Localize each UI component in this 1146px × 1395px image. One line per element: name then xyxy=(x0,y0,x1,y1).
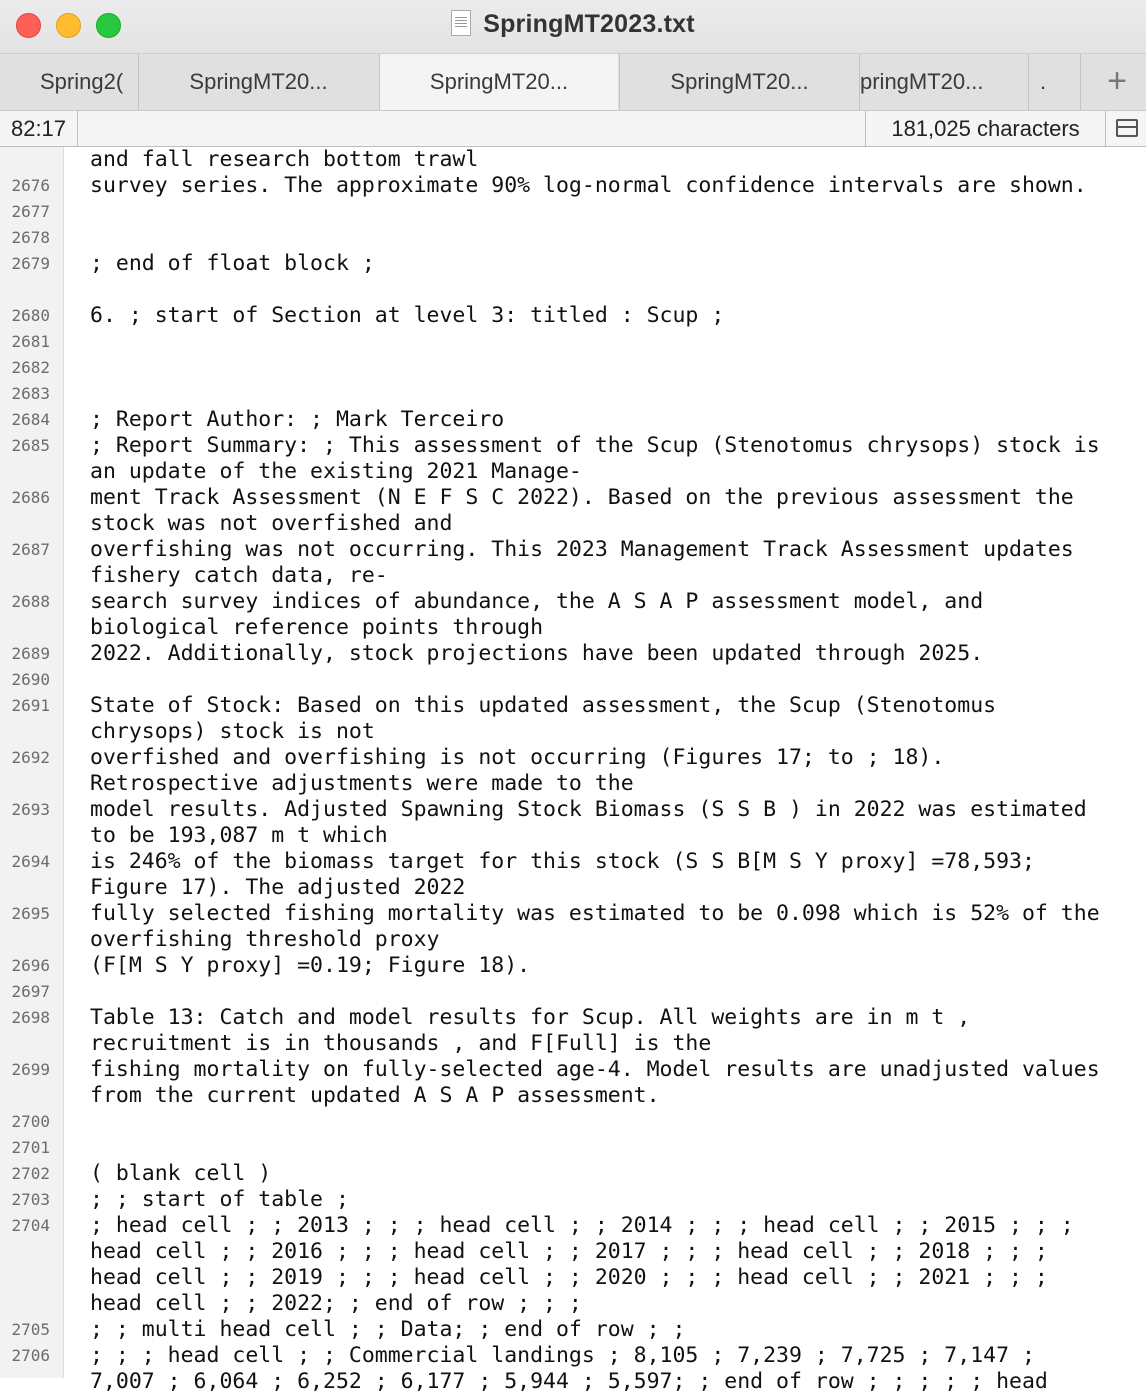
editor-line xyxy=(0,797,1146,849)
tab-4[interactable]: SpringMT20... xyxy=(670,69,809,94)
new-tab-plus-icon[interactable]: + xyxy=(1107,62,1127,100)
tab-6[interactable]: . xyxy=(1039,69,1047,94)
editor-line xyxy=(0,251,1146,277)
editor-line xyxy=(0,381,1146,407)
window-title xyxy=(0,10,1146,39)
line-text[interactable]: 2022. Additionally, stock projections have been updated through 2025. xyxy=(90,641,984,666)
line-text[interactable]: and fall research bottom trawl xyxy=(90,147,479,172)
line-text[interactable]: ; end of float block ; xyxy=(90,251,375,276)
line-number: 2700 xyxy=(11,1112,50,1131)
line-number: 2682 xyxy=(11,358,50,377)
line-number: 2705 xyxy=(11,1320,50,1339)
line-text[interactable] xyxy=(90,667,1140,693)
line-number: 2684 xyxy=(11,410,50,429)
line-text[interactable]: State of Stock: Based on this updated assessment, the Scup (Stenotomus chrysops) stock is not xyxy=(90,693,997,744)
line-text[interactable]: ( blank cell ) xyxy=(90,1161,272,1186)
tab-2[interactable]: SpringMT20... xyxy=(189,69,328,94)
tab-1[interactable]: Spring2( xyxy=(40,69,124,94)
editor-line xyxy=(0,485,1146,537)
line-number: 2697 xyxy=(11,982,50,1001)
editor-line xyxy=(0,303,1146,329)
line-number: 2677 xyxy=(11,202,50,221)
title-bar xyxy=(0,0,1146,54)
text-editor[interactable] xyxy=(0,147,1146,1394)
line-number: 2676 xyxy=(11,176,50,195)
line-number: 2692 xyxy=(11,748,50,767)
line-number: 2679 xyxy=(11,254,50,273)
editor-line xyxy=(0,979,1146,1005)
line-text[interactable]: ; ; start of table ; xyxy=(90,1187,349,1212)
editor-line xyxy=(0,1005,1146,1057)
editor-line xyxy=(0,355,1146,381)
editor-line xyxy=(0,901,1146,953)
split-view-icon[interactable] xyxy=(1116,119,1138,137)
line-text[interactable]: overfishing was not occurring. This 2023 Management Track Assessment updates fishery catch data, re- xyxy=(90,537,1074,588)
editor-line xyxy=(0,537,1146,589)
line-text[interactable] xyxy=(90,979,1140,1005)
text-document-icon xyxy=(451,10,471,36)
tab-divider xyxy=(1080,54,1081,110)
editor-line xyxy=(0,1187,1146,1213)
editor-line xyxy=(0,277,1146,303)
line-number: 2699 xyxy=(11,1060,50,1079)
editor-line xyxy=(0,589,1146,641)
editor-line xyxy=(0,173,1146,199)
editor-line xyxy=(0,641,1146,667)
editor-line xyxy=(0,1057,1146,1109)
line-text[interactable] xyxy=(90,277,1140,303)
line-text[interactable]: model results. Adjusted Spawning Stock Biomass (S S B ) in 2022 was estimated to be 193,087 m t which xyxy=(90,797,1087,848)
tab-3-active[interactable]: SpringMT20... xyxy=(379,54,618,110)
editor-line xyxy=(0,1317,1146,1343)
line-text[interactable]: is 246% of the biomass target for this stock (S S B[M S Y proxy] =78,593; Figure 17). The adjusted 2022 xyxy=(90,849,1035,900)
line-number: 2690 xyxy=(11,670,50,689)
line-number: 2694 xyxy=(11,852,50,871)
editor-line xyxy=(0,1213,1146,1317)
line-text[interactable] xyxy=(90,225,1140,251)
line-number: 2698 xyxy=(11,1008,50,1027)
editor-line xyxy=(0,147,1146,173)
line-number: 2703 xyxy=(11,1190,50,1209)
editor-line xyxy=(0,745,1146,797)
cursor-position[interactable]: 82:17 xyxy=(0,111,78,146)
editor-line xyxy=(0,1135,1146,1161)
editor-line xyxy=(0,1343,1146,1395)
line-text[interactable]: ment Track Assessment (N E F S C 2022). Based on the previous assessment the stock was not overfished and xyxy=(90,485,1074,536)
editor-line xyxy=(0,693,1146,745)
editor-line xyxy=(0,1109,1146,1135)
line-number: 2696 xyxy=(11,956,50,975)
tab-bar xyxy=(0,54,1146,111)
editor-line xyxy=(0,1161,1146,1187)
editor-line xyxy=(0,199,1146,225)
line-text[interactable] xyxy=(90,381,1140,407)
editor-line xyxy=(0,329,1146,355)
line-number: 2680 xyxy=(11,306,50,325)
line-text[interactable] xyxy=(90,199,1140,225)
line-text[interactable]: fully selected fishing mortality was estimated to be 0.098 which is 52% of the overfishing threshold proxy xyxy=(90,901,1100,952)
line-number: 2701 xyxy=(11,1138,50,1157)
line-number: 2678 xyxy=(11,228,50,247)
tab-5[interactable]: pringMT20... xyxy=(860,69,984,94)
line-number: 2685 xyxy=(11,436,50,455)
line-number: 2687 xyxy=(11,540,50,559)
line-text[interactable]: overfished and overfishing is not occurring (Figures 17; to ; 18). Retrospective adjustments were made to the xyxy=(90,745,945,796)
line-text[interactable]: survey series. The approximate 90% log-normal confidence intervals are shown. xyxy=(90,173,1087,198)
editor-line xyxy=(0,407,1146,433)
line-text[interactable]: fishing mortality on fully-selected age-4. Model results are unadjusted values from the current updated A S A P assessment. xyxy=(90,1057,1100,1108)
line-text[interactable]: ; Report Author: ; Mark Terceiro xyxy=(90,407,505,432)
line-number: 2693 xyxy=(11,800,50,819)
line-number: 2681 xyxy=(11,332,50,351)
line-number: 2688 xyxy=(11,592,50,611)
character-count[interactable]: 181,025 characters xyxy=(865,111,1106,146)
line-text[interactable]: ; Report Summary: ; This assessment of the Scup (Stenotomus chrysops) stock is an update of the existing 2021 Manage- xyxy=(90,433,1100,484)
window-title-text: SpringMT2023.txt xyxy=(483,10,695,38)
line-number: 2686 xyxy=(11,488,50,507)
line-text[interactable]: 6. ; start of Section at level 3: titled : Scup ; xyxy=(90,303,725,328)
line-text[interactable] xyxy=(90,329,1140,355)
editor-line xyxy=(0,849,1146,901)
line-number: 2689 xyxy=(11,644,50,663)
editor-line xyxy=(0,667,1146,693)
status-bar xyxy=(0,111,1146,147)
line-text[interactable] xyxy=(90,355,1140,381)
editor-line xyxy=(0,225,1146,251)
line-number: 2695 xyxy=(11,904,50,923)
line-text[interactable] xyxy=(90,1109,1140,1135)
line-text[interactable]: search survey indices of abundance, the A S A P assessment model, and biological reference points through xyxy=(90,589,984,640)
line-text[interactable]: ; head cell ; ; 2013 ; ; ; head cell ; ; 2014 ; ; ; head cell ; ; 2015 ; ; ; head cell ; ; 2016 ; ; ; head cell ; ; 2017 ; ; ; head cell ; ; 2018 ; ; ; head cell ; ; 2019 ; ; ; head cell ; ; 2020 ; ; ; head cell ; ; 2021 ; ; ; head cell ; ; 2022; ; end of row ; ; ; xyxy=(90,1213,1074,1316)
line-number: 2704 xyxy=(11,1216,50,1235)
line-text[interactable]: Table 13: Catch and model results for Scup. All weights are in m t , recruitment is in thousands , and F[Full] is the xyxy=(90,1005,971,1056)
line-text[interactable]: (F[M S Y proxy] =0.19; Figure 18). xyxy=(90,953,531,978)
line-text[interactable]: ; ; multi head cell ; ; Data; ; end of row ; ; xyxy=(90,1317,686,1342)
editor-line xyxy=(0,953,1146,979)
line-number: 2683 xyxy=(11,384,50,403)
line-number: 2691 xyxy=(11,696,50,715)
editor-line xyxy=(0,433,1146,485)
line-number: 2702 xyxy=(11,1164,50,1183)
line-number: 2706 xyxy=(11,1346,50,1365)
line-text[interactable]: ; ; ; head cell ; ; Commercial landings ; 8,105 ; 7,239 ; 7,725 ; 7,147 ; 7,007 ; 6,064 ; 6,252 ; 6,177 ; 5,944 ; 5,597; ; end of row ; ; ; ; ; head xyxy=(90,1343,1048,1394)
line-text[interactable] xyxy=(90,1135,1140,1161)
